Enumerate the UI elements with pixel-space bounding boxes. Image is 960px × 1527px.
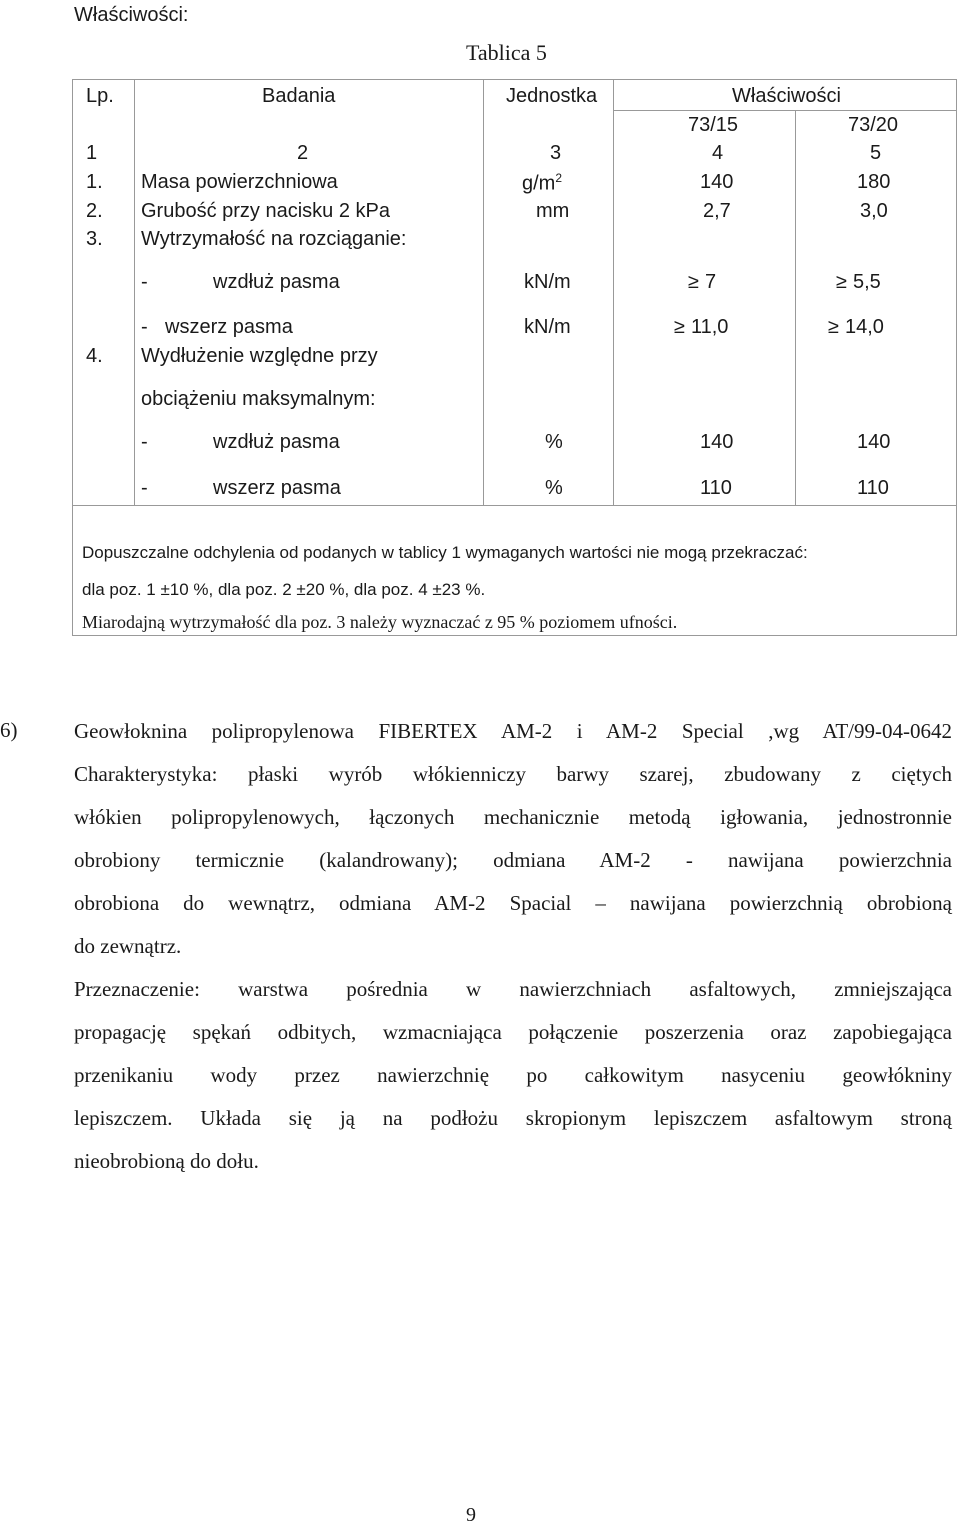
row-dash: -: [141, 477, 148, 499]
header-wlasciwosci: Właściwości: [732, 85, 841, 107]
col-number-3: 3: [550, 142, 562, 164]
row-value-73-15: 140: [700, 431, 734, 453]
row-value-73-15: ≥ 7: [688, 271, 716, 294]
col-number-1: 1: [86, 142, 98, 164]
body-line: Charakterystyka: płaski wyrób włókienniczy barwy szarej, zbudowany z ciętych: [74, 762, 952, 786]
row-value-73-20: 110: [857, 477, 889, 499]
body-line: włókien polipropylenowych, łączonych mechanicznie metodą igłowania, jednostronnie: [74, 805, 952, 829]
header-lp: Lp.: [86, 85, 114, 107]
row-lp: 4.: [86, 345, 103, 367]
header-sub-73-20: 73/20: [848, 114, 899, 136]
col-number-2: 2: [297, 142, 309, 164]
header-sub-73-15: 73/15: [688, 114, 739, 136]
row-unit: %: [545, 477, 563, 499]
row-badania: Masa powierzchniowa: [141, 171, 338, 193]
row-unit: kN/m: [524, 316, 571, 338]
row-unit: mm: [536, 200, 570, 222]
row-badania: wszerz pasma: [165, 316, 293, 338]
table-footnote: Dopuszczalne odchylenia od podanych w tablicy 1 wymaganych wartości nie mogą przekraczać:: [82, 543, 808, 562]
body-line: do zewnątrz.: [74, 934, 182, 958]
row-badania: wszerz pasma: [213, 477, 341, 499]
row-dash: -: [141, 316, 148, 338]
row-value-73-15: ≥ 11,0: [674, 316, 728, 339]
body-line: obrobiona do wewnątrz, odmiana AM-2 Spacial – nawijana powierzchnią obrobioną: [74, 891, 952, 915]
row-value-73-20: 140: [857, 431, 891, 453]
row-value-73-15: 140: [700, 171, 734, 193]
section-number: 6): [0, 718, 18, 742]
row-dash: -: [141, 431, 148, 453]
body-line: przenikaniu wody przez nawierzchnię po całkowitym nasyceniu geowłókniny: [74, 1063, 952, 1087]
table-footnote: dla poz. 1 ±10 %, dla poz. 2 ±20 %, dla poz. 4 ±23 %.: [82, 580, 486, 599]
col-number-4: 4: [712, 142, 724, 164]
row-value-73-20: ≥ 5,5: [836, 271, 881, 294]
row-lp: 3.: [86, 228, 103, 250]
unit-superscript: 2: [555, 171, 563, 185]
row-value-73-20: 3,0: [860, 200, 888, 222]
row-unit: kN/m: [524, 271, 571, 293]
table-footnote: Miarodajną wytrzymałość dla poz. 3 należy wyznaczać z 95 % poziomem ufności.: [82, 612, 678, 632]
body-line: Geowłoknina polipropylenowa FIBERTEX AM-2 i AM-2 Special ,wg AT/99-04-0642: [74, 719, 952, 743]
row-badania: Wydłużenie względne przy: [141, 345, 378, 367]
body-line: nieobrobioną do dołu.: [74, 1149, 259, 1173]
row-dash: -: [141, 271, 148, 293]
body-line: obrobiony termicznie (kalandrowany); odmiana AM-2 - nawijana powierzchnia: [74, 848, 952, 872]
row-unit: %: [545, 431, 563, 453]
row-badania: wzdłuż pasma: [213, 431, 340, 453]
section-heading: Właściwości:: [74, 4, 189, 26]
row-unit: $g/m^2$: [522, 171, 563, 195]
row-badania: wzdłuż pasma: [213, 271, 340, 293]
row-badania-cont: obciążeniu maksymalnym:: [141, 388, 376, 410]
row-value-73-20: ≥ 14,0: [828, 316, 884, 339]
row-lp: 2.: [86, 200, 103, 222]
body-line: Przeznaczenie: warstwa pośrednia w nawierzchniach asfaltowych, zmniejszająca: [74, 977, 952, 1001]
col-number-5: 5: [870, 142, 882, 164]
row-value-73-15: 2,7: [703, 200, 731, 222]
page-number: 9: [466, 1504, 476, 1526]
header-jednostka: Jednostka: [506, 85, 598, 107]
row-lp: 1.: [86, 171, 103, 193]
section-body: [74, 710, 952, 1183]
row-value-73-15: 110: [700, 477, 732, 499]
row-value-73-20: 180: [857, 171, 891, 193]
row-badania: Wytrzymałość na rozciąganie:: [141, 228, 407, 250]
header-badania: Badania: [262, 85, 336, 107]
row-badania: Grubość przy nacisku 2 kPa: [141, 200, 390, 222]
body-line: lepiszczem. Układa się ją na podłożu skropionym lepiszczem asfaltowym stroną: [74, 1106, 952, 1130]
body-line: propagację spękań odbitych, wzmacniająca połączenie poszerzenia oraz zapobiegająca: [74, 1020, 952, 1044]
table-title: Tablica 5: [466, 40, 547, 65]
